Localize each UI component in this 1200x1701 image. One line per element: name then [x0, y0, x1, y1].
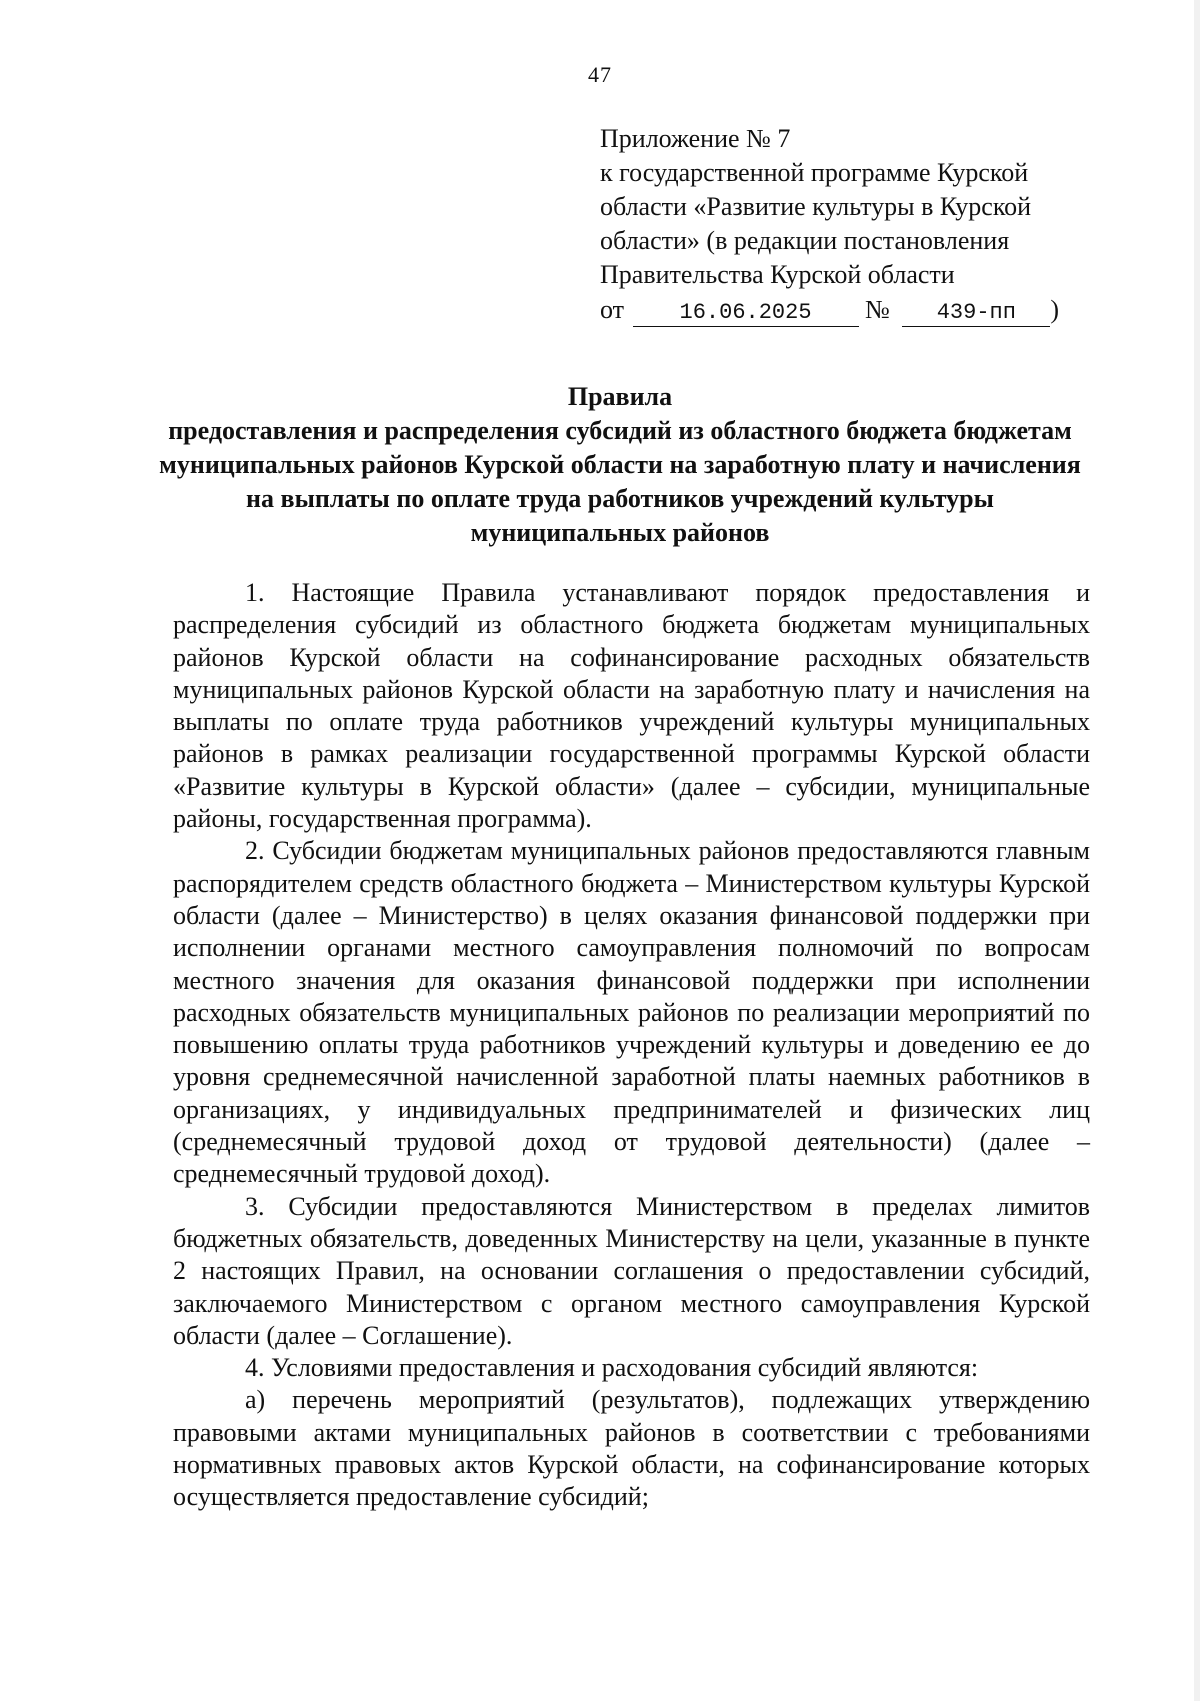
number-sign: № — [865, 295, 890, 324]
title-subtitle: предоставления и распределения субсидий из областного бюджета бюджетам муниципальных районов Курской области на заработную плату и начисления на выплаты по оплате труда работников учреждений культуры муниципальных районов — [159, 416, 1081, 547]
paragraph-3: 3. Субсидии предоставляются Министерством в пределах лимитов бюджетных обязательств, доведенных Министерству на цели, указанные в пункте 2 настоящих Правил, на основании соглашения о предоставлении субсидий, заключаемого Министерством с органом местного самоуправления Курской области (далее – Соглашение). — [173, 1191, 1090, 1350]
from-label: от — [600, 295, 625, 324]
title-main: Правила — [567, 382, 673, 411]
document-body — [173, 577, 1090, 1514]
resolution-reference — [600, 293, 1100, 327]
appendix-reference — [600, 122, 1100, 327]
scan-edge — [1194, 0, 1200, 1701]
paragraph-1: 1. Настоящие Правила устанавливают порядок предоставления и распределения субсидий из областного бюджета бюджетам муниципальных районов Курской области на софинансирование расходных обязательств муниципальных районов Курской области на заработную плату и начисления на выплаты по оплате труда работников учреждений культуры муниципальных районов в рамках реализации государственной программы Курской области «Развитие культуры в Курской области» (далее – субсидии, муниципальные районы, государственная программа). — [173, 578, 1090, 834]
paragraph-2: 2. Субсидии бюджетам муниципальных районов предоставляются главным распорядителем средств областного бюджета – Министерством культуры Курской области (далее – Министерство) в целях оказания финансовой поддержки при исполнении органами местного самоуправления полномочий по вопросам местного значения для оказания финансовой поддержки при исполнении расходных обязательств муниципальных районов по реализации мероприятий по повышению оплаты труда работников учреждений культуры и доведению ее до уровня среднемесячной начисленной заработной платы наемных работников в организациях, у индивидуальных предпринимателей и физических лиц (среднемесячный трудовой доход от трудовой деятельности) (далее – среднемесячный трудовой доход). — [173, 836, 1090, 1189]
paragraph-4: 4. Условиями предоставления и расходования субсидий являются: — [245, 1353, 979, 1383]
resolution-number: 439-пп — [902, 300, 1050, 327]
paragraph-4a: а) перечень мероприятий (результатов), подлежащих утверждению правовыми актами муниципальных районов в соответствии с требованиями нормативных правовых актов Курской области, на софинансирование которых осуществляется предоставление субсидий; — [173, 1385, 1090, 1512]
appendix-line: области» (в редакции постановления — [600, 226, 1010, 255]
closing-paren: ) — [1050, 295, 1060, 324]
document-title — [150, 380, 1090, 550]
appendix-line: Правительства Курской области — [600, 260, 955, 289]
appendix-line: к государственной программе Курской — [600, 158, 1029, 187]
appendix-title: Приложение № 7 — [600, 124, 791, 153]
page-number: 47 — [588, 62, 612, 87]
appendix-line: области «Развитие культуры в Курской — [600, 192, 1032, 221]
resolution-date: 16.06.2025 — [633, 300, 859, 327]
